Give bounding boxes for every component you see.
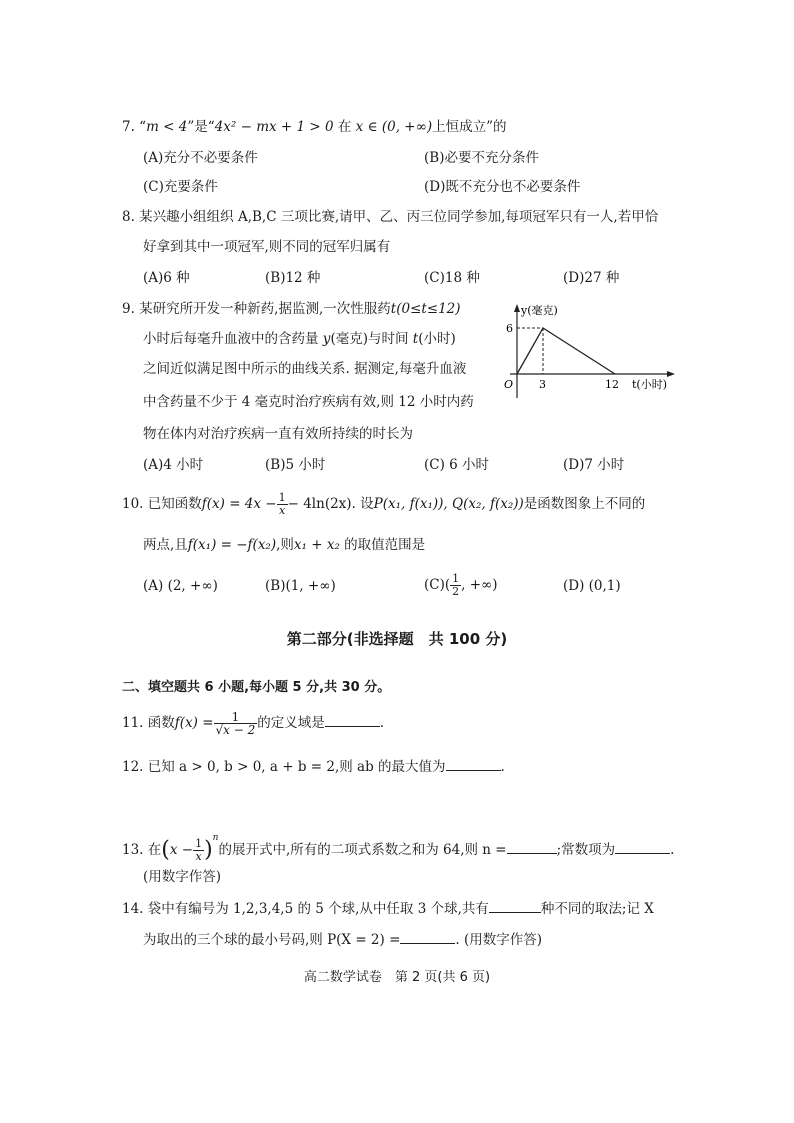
y-axis-label: y(毫克) [521, 304, 558, 317]
q14-line1: 14. 袋中有编号为 1,2,3,4,5 的 5 个球,从中任取 3 个球,共有 种不同的取法;记 X [122, 898, 654, 920]
q9-graph [495, 298, 680, 413]
y-tick-label: 6 [506, 322, 513, 335]
origin-label: O [504, 378, 514, 391]
x-axis-arrow-icon [667, 371, 675, 377]
x-tick-label-2: 12 [605, 378, 619, 391]
q9-line2: 小时后每毫升血液中的含药量 y(毫克)与时间 t(小时) [143, 331, 456, 347]
q13-answer-blank-constant[interactable] [615, 839, 670, 854]
q9-line5: 物在体内对治疗疾病一直有效所持续的时长为 [143, 426, 413, 442]
q11-answer-blank[interactable] [325, 712, 380, 727]
section2-heading: 二、填空题共 6 小题,每小题 5 分,共 30 分。 [122, 680, 391, 695]
q8-line1: 8. 某兴趣小组组织 A,B,C 三项比赛,请甲、乙、丙三位同学参加,每项冠军只有一人,若甲恰 [122, 209, 659, 225]
q10-option-b: (B)(1, +∞) [265, 578, 336, 594]
q10-line1: 10. 已知函数f(x) = 4x − $\frac{1}{x}$ − 4ln(2x). 设P(x₁, f(x₁)), Q(x₂, f(x₂))是函数图象上不同的 [122, 491, 646, 517]
q7-option-d: (D)既不充分也不必要条件 [424, 179, 581, 195]
part2-title: 第二部分(非选择题 共 100 分) [286, 630, 508, 648]
q9-line3: 之间近似满足图中所示的曲线关系. 据测定,每毫升血液 [143, 361, 467, 377]
q13-note: (用数字作答) [143, 869, 222, 885]
q8-option-d: (D)27 种 [563, 270, 620, 286]
q9-line4: 中含药量不少于 4 毫克时治疗疾病有效,则 12 小时内药 [143, 394, 474, 410]
q8-option-a: (A)6 种 [143, 270, 190, 286]
drug-curve [517, 328, 615, 374]
q7-option-a: (A)充分不必要条件 [143, 150, 258, 166]
q10-fraction: $\frac{1}{x}$ [278, 491, 286, 517]
x-axis-label: t(小时) [632, 378, 668, 391]
q10-line2: 两点,且f(x₁) = −f(x₂),则x₁ + x₂ 的取值范围是 [143, 537, 426, 553]
q7-stem: 7. “m < 4”是“4x² − mx + 1 > 0 在 x ∈ (0, +∞)上恒成立”的 [122, 119, 507, 135]
q10-option-d: (D) (0,1) [563, 578, 621, 594]
q14-answer-blank-count[interactable] [489, 898, 541, 913]
q8-line2: 好拿到其中一项冠军,则不同的冠军归属有 [143, 239, 391, 255]
q13: 13. 在(x − $\frac{1}{x}$ )$^n$的展开式中,所有的二项式系数之和为 64,则 n = ;常数项为 . [122, 833, 675, 863]
y-axis-arrow-icon [514, 304, 520, 312]
q10-option-a: (A) (2, +∞) [143, 578, 218, 594]
q11: 11. 函数f(x) = $\frac{1}{√x - 2}$ 的定义域是 . [122, 710, 385, 737]
x-tick-label-1: 3 [539, 378, 546, 391]
q8-option-c: (C)18 种 [424, 270, 480, 286]
q9-option-c: (C) 6 小时 [424, 457, 490, 473]
page-footer: 高二数学试卷 第 2 页(共 6 页) [303, 970, 491, 985]
q7-option-b: (B)必要不充分条件 [424, 150, 539, 166]
q10-option-c: (C)( $\frac{1}{2}$ , +∞) [424, 572, 498, 598]
q7-option-c: (C)充要条件 [143, 179, 218, 195]
q9-option-a: (A)4 小时 [143, 457, 204, 473]
q12: 12. 已知 a > 0, b > 0, a + b = 2,则 ab 的最大值为 . [122, 756, 505, 778]
q9-option-d: (D)7 小时 [563, 457, 625, 473]
q8-option-b: (B)12 种 [265, 270, 321, 286]
q9-line1: 9. 某研究所开发一种新药,据监测,一次性服药t(0≤t≤12) [122, 301, 461, 317]
q14-answer-blank-prob[interactable] [400, 929, 455, 944]
q14-line2: 为取出的三个球的最小号码,则 P(X = 2) = . (用数字作答) [143, 929, 542, 951]
q9-option-b: (B)5 小时 [265, 457, 326, 473]
q12-answer-blank[interactable] [446, 756, 501, 771]
q13-answer-blank-n[interactable] [507, 839, 557, 854]
